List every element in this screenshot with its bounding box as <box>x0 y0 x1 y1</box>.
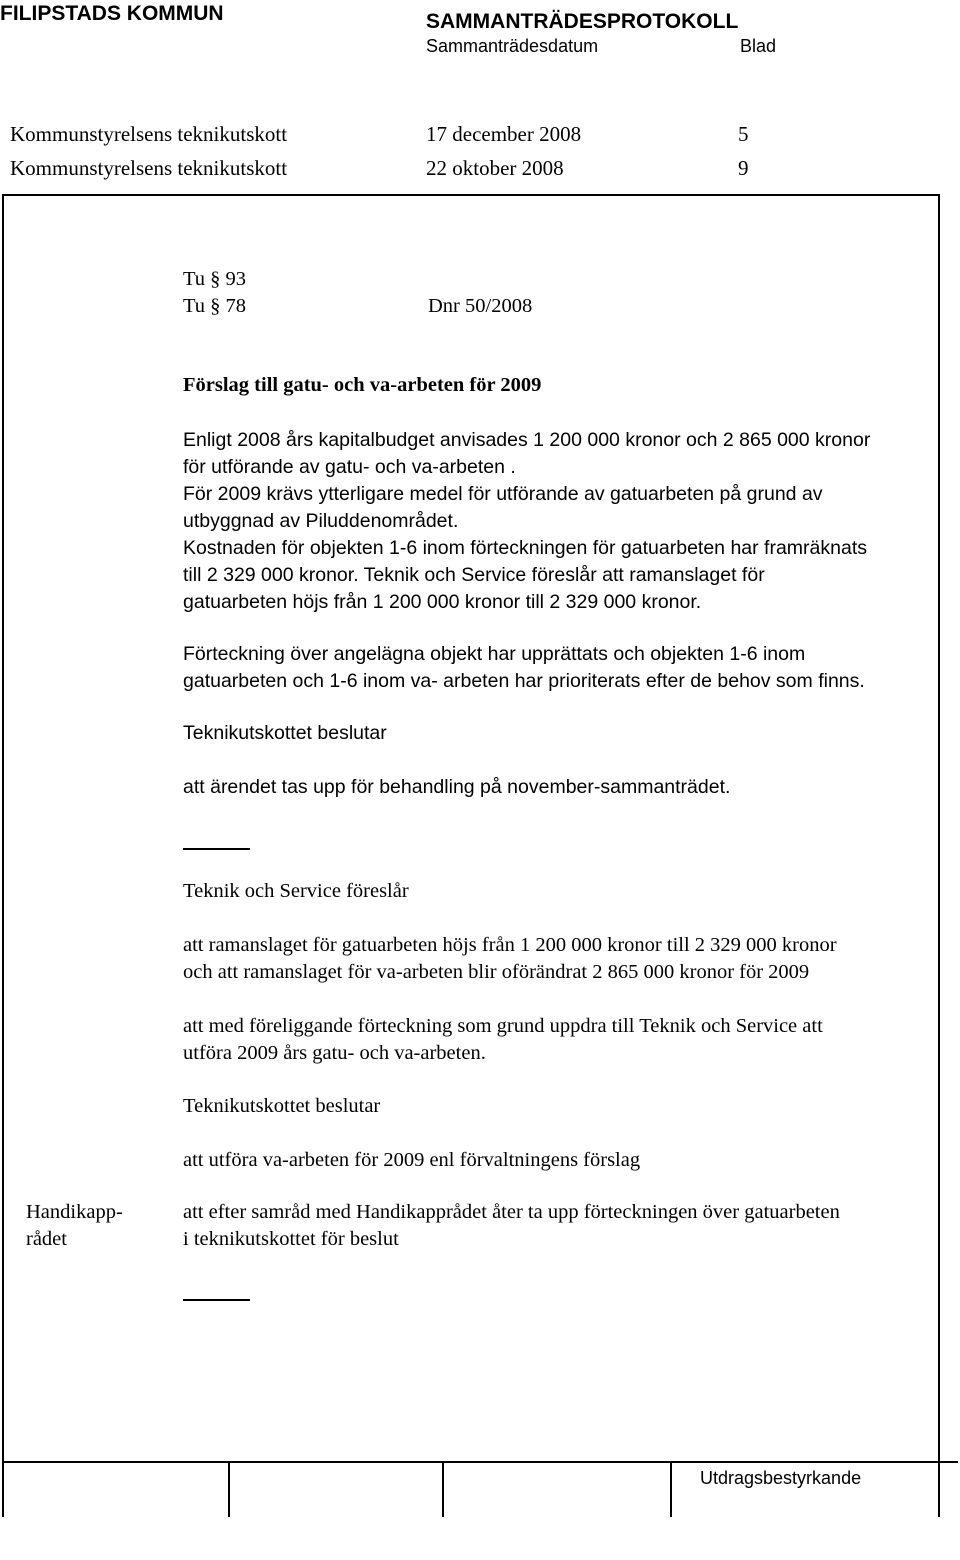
text-line: gatuarbeten och 1-6 inom va- arbeten har prioriterats efter de behov som finns. <box>183 670 865 692</box>
meeting-page: 9 <box>738 156 749 180</box>
separator-line <box>183 848 250 850</box>
municipality-name: FILIPSTADS KOMMUN <box>0 2 224 25</box>
signature-box-divider <box>938 1463 940 1517</box>
frame-bottom-border <box>2 1461 958 1463</box>
meeting-date: 22 oktober 2008 <box>426 156 564 180</box>
text-line: För 2009 krävs ytterligare medel för utförande av gatuarbeten på grund av <box>183 483 823 505</box>
meeting-body: Kommunstyrelsens teknikutskott <box>10 122 288 146</box>
decision-text: att utföra va-arbeten för 2009 enl förvaltningens förslag <box>183 1149 641 1171</box>
page-title: Förslag till gatu- och va-arbeten för 2009 <box>183 374 542 396</box>
page-label: Blad <box>740 36 777 56</box>
frame-left-border <box>2 194 4 1462</box>
signature-box-divider <box>2 1463 4 1517</box>
decision-heading: Teknikutskottet beslutar <box>183 1095 381 1117</box>
document-type: SAMMANTRÄDESPROTOKOLL <box>426 10 739 33</box>
proposal-heading: Teknik och Service föreslår <box>183 880 409 902</box>
decision-text: i teknikutskottet för beslut <box>183 1228 399 1250</box>
text-line: Kostnaden för objekten 1-6 inom förteckningen för gatuarbeten har framräknats <box>183 537 867 559</box>
text-line: för utförande av gatu- och va-arbeten . <box>183 456 516 478</box>
paragraph-ref: Tu § 93 <box>183 268 247 290</box>
meeting-page: 5 <box>738 122 749 146</box>
paragraph-ref: Tu § 78 <box>183 295 247 317</box>
meeting-date: 17 december 2008 <box>426 122 582 146</box>
text-line: Enligt 2008 års kapitalbudget anvisades 1 200 000 kronor och 2 865 000 kronor <box>183 429 871 451</box>
signature-box-divider <box>228 1463 230 1517</box>
decision-heading: Teknikutskottet beslutar <box>183 722 387 744</box>
text-line: utföra 2009 års gatu- och va-arbeten. <box>183 1042 486 1064</box>
signature-box-divider <box>442 1463 444 1517</box>
text-line: Förteckning över angelägna objekt har upprättats och objekten 1-6 inom <box>183 643 806 665</box>
margin-label: Handikapp- <box>26 1201 123 1223</box>
text-line: att med föreliggande förteckning som grund uppdra till Teknik och Service att <box>183 1015 823 1037</box>
decision-text: att ärendet tas upp för behandling på november-sammanträdet. <box>183 776 731 798</box>
text-line: att ramanslaget för gatuarbeten höjs från 1 200 000 kronor till 2 329 000 kronor <box>183 934 837 956</box>
diary-number: Dnr 50/2008 <box>428 295 533 317</box>
meeting-date-label: Sammanträdesdatum <box>426 36 599 56</box>
text-line: och att ramanslaget för va-arbeten blir oförändrat 2 865 000 kronor för 2009 <box>183 961 810 983</box>
signature-box-divider <box>670 1463 672 1517</box>
text-line: till 2 329 000 kronor. Teknik och Service föreslår att ramanslaget för <box>183 564 765 586</box>
meeting-body: Kommunstyrelsens teknikutskott <box>10 156 288 180</box>
certification-label: Utdragsbestyrkande <box>700 1468 862 1488</box>
separator-line <box>183 1299 250 1301</box>
text-line: utbyggnad av Piluddenområdet. <box>183 510 459 532</box>
text-line: gatuarbeten höjs från 1 200 000 kronor till 2 329 000 kronor. <box>183 591 702 613</box>
margin-label: rådet <box>26 1228 67 1250</box>
frame-top-border <box>2 194 940 196</box>
frame-right-border <box>938 194 940 1462</box>
decision-text: att efter samråd med Handikapprådet åter ta upp förteckningen över gatuarbeten <box>183 1201 840 1223</box>
